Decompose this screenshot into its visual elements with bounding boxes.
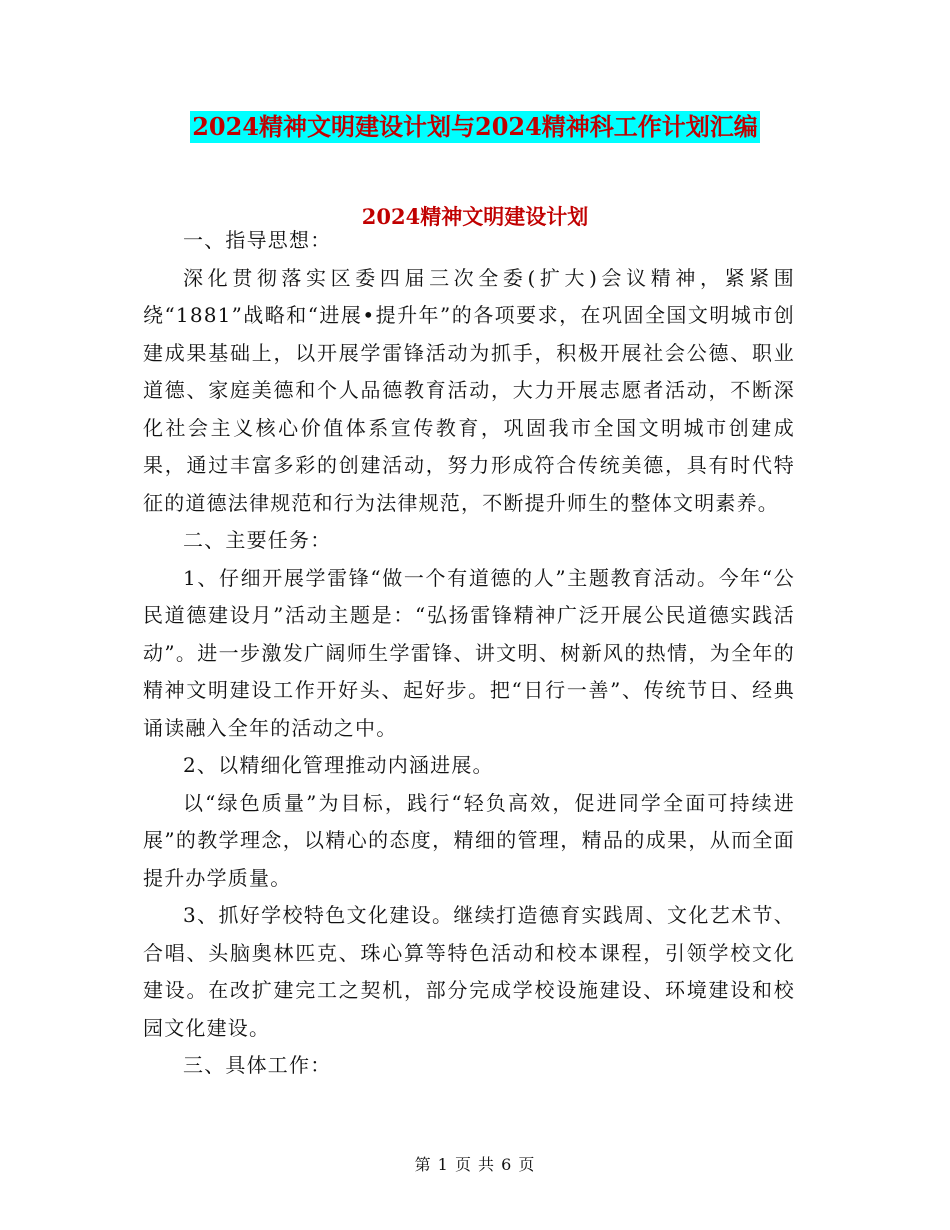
section-title: 2024精神文明建设计划 bbox=[361, 204, 589, 229]
paragraph-task-3: 3、抓好学校特色文化建设。继续打造德育实践周、文化艺术节、合唱、头脑奥林匹克、珠心算等特色活动和校本课程，引领学校文化建设。在改扩建完工之契机，部分完成学校设施建设、环境建设和校园文化建设。 bbox=[143, 903, 795, 1040]
paragraph-task-2-body: 以“绿色质量”为目标，践行“轻负高效，促进同学全面可持续进展”的教学理念，以精心的态度，精细的管理，精品的成果，从而全面提升办学质量。 bbox=[143, 790, 795, 890]
paragraph-guiding-ideology: 深化贯彻落实区委四届三次全委(扩大)会议精神，紧紧围绕“1881”战略和“进展•提升年”的各项要求，在巩固全国文明城市创建成果基础上，以开展学雷锋活动为抓手，积极开展社会公德、职业道德、家庭美德和个人品德教育活动，大力开展志愿者活动，不断深化社会主义核心价值体系宣传教育，巩固我市全国文明城市创建成果，通过丰富多彩的创建活动，努力形成符合传统美德，具有时代特征的道德法律规范和行为法律规范，不断提升师生的整体文明素养。 bbox=[143, 265, 795, 515]
document-body bbox=[143, 222, 795, 1085]
heading-specific-work: 三、具体工作： bbox=[183, 1053, 332, 1077]
paragraph-task-2-heading: 2、以精细化管理推动内涵进展。 bbox=[183, 753, 494, 777]
page-footer: 第 1 页 共 6 页 bbox=[414, 1155, 536, 1174]
document-title: 2024精神文明建设计划与2024精神科工作计划汇编 bbox=[192, 112, 758, 141]
heading-main-tasks: 二、主要任务： bbox=[183, 528, 332, 552]
heading-guiding-ideology: 一、指导思想： bbox=[183, 228, 332, 252]
paragraph-task-1: 1、仔细开展学雷锋“做一个有道德的人”主题教育活动。今年“公民道德建设月”活动主题是：“弘扬雷锋精神广泛开展公民道德实践活动”。进一步激发广阔师生学雷锋、讲文明、树新风的热情，为全年的精神文明建设工作开好头、起好步。把“日行一善”、传统节日、经典诵读融入全年的活动之中。 bbox=[143, 565, 795, 740]
document-header bbox=[0, 111, 950, 143]
